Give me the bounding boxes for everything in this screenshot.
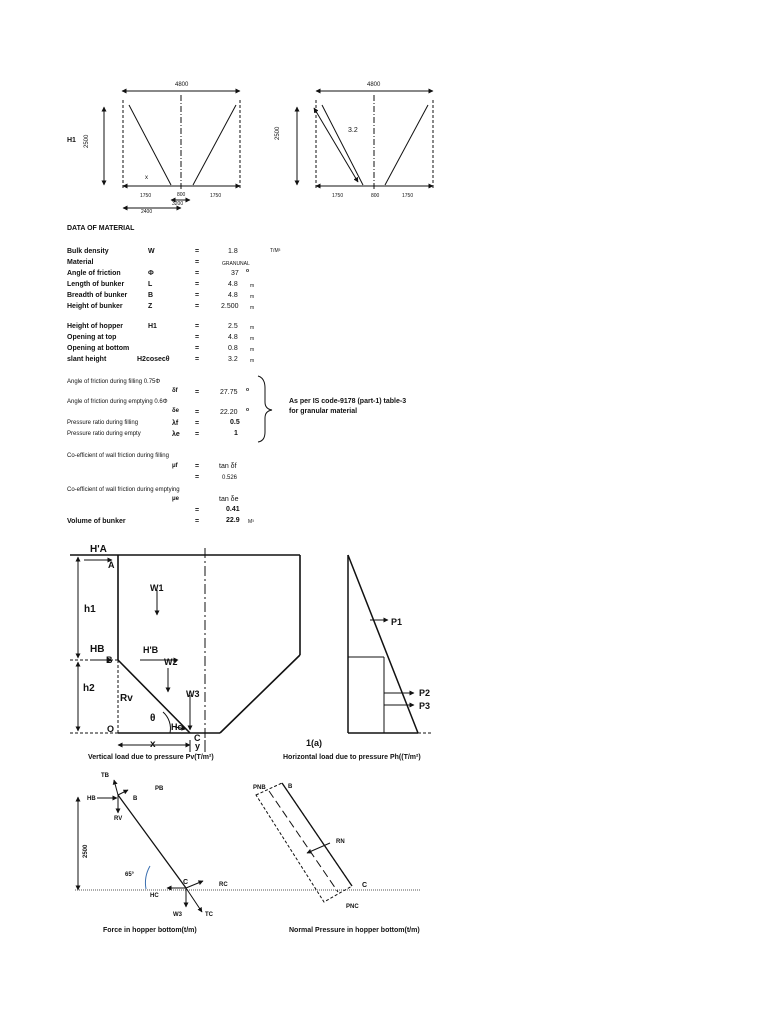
theta-label: θ <box>150 713 156 724</box>
wall-filling-equals-2: = <box>195 474 200 481</box>
filling-angle-unit: o <box>246 387 250 393</box>
vertical-load-caption: Vertical load due to pressure Pv(T/m²) <box>88 754 214 761</box>
row-value: 3.2 <box>228 356 238 363</box>
row-name: Angle of friction <box>67 270 121 277</box>
left-dim-2400: 2400 <box>141 209 153 215</box>
height-2500-label: 2500 <box>83 844 89 858</box>
c-normal-label: C <box>362 882 368 889</box>
rv-force-label: RV <box>114 816 123 822</box>
left-dim-3200: 3200 <box>172 201 184 207</box>
left-dim-800: 800 <box>177 192 186 198</box>
emptying-angle-label: Angle of friction during emptying 0.6Φ <box>67 399 168 405</box>
row-equals: = <box>195 248 200 255</box>
wall-filling-expr: tan δf <box>219 463 237 470</box>
wall-emptying-symbol: μe <box>172 496 180 502</box>
point-c-label: C <box>194 733 201 743</box>
pr-fill-symbol: λf <box>172 420 179 427</box>
row-symbol: Φ <box>148 270 154 277</box>
wall-filling-symbol: μf <box>172 463 178 469</box>
wall-emptying-equals: = <box>195 507 200 514</box>
row-symbol: L <box>148 281 153 288</box>
force-hopper-caption: Force in hopper bottom(t/m) <box>103 927 197 934</box>
row-equals: = <box>195 323 200 330</box>
right-dim-800: 800 <box>371 193 380 199</box>
y-dim-label: y <box>195 741 201 751</box>
row-name: Opening at top <box>67 334 117 341</box>
w3-label: W3 <box>186 689 200 699</box>
row-equals: = <box>195 259 200 266</box>
p2-label: P2 <box>419 688 431 698</box>
is-code-note-1: As per IS code-9178 (part-1) table-3 <box>289 398 407 405</box>
volume-label: Volume of bunker <box>67 518 126 525</box>
top-diagrams-svg <box>0 0 768 230</box>
left-dim-1750-b: 1750 <box>210 193 222 199</box>
hb-label: HB <box>90 644 105 655</box>
volume-value: 22.9 <box>226 517 240 524</box>
pr-fill-equals: = <box>195 420 200 427</box>
hb-force-label: HB <box>87 796 96 802</box>
wall-filling-value: 0.526 <box>222 475 238 481</box>
horizontal-load-caption: Horizontal load due to pressure Ph((T/m²) <box>283 754 421 761</box>
wall-filling-label: Co-efficient of wall friction during filling <box>67 453 169 459</box>
volume-equals: = <box>195 518 200 525</box>
row-equals: = <box>195 345 200 352</box>
emptying-angle-unit: o <box>246 407 250 413</box>
p1-label: P1 <box>391 617 403 627</box>
wall-emptying-value: 0.41 <box>226 506 240 513</box>
left-height-label: 2500 <box>84 134 90 148</box>
ha-label: H'A <box>90 544 107 555</box>
normal-pressure-caption: Normal Pressure in hopper bottom(t/m) <box>289 927 420 934</box>
row-symbol: B <box>148 292 154 299</box>
emptying-angle-equals: = <box>195 409 200 416</box>
row-value: 1.8 <box>228 248 238 255</box>
pnc-label: PNC <box>346 904 359 910</box>
left-hopper-diagram <box>104 91 240 208</box>
wall-emptying-label: Co-efficient of wall friction during emptying <box>67 487 180 493</box>
row-name: Opening at bottom <box>67 345 130 352</box>
p3-label: P3 <box>419 701 431 711</box>
pr-fill-label: Pressure ratio during filling <box>67 420 139 426</box>
row-symbol: H1 <box>148 323 157 330</box>
x-dim-label: x <box>150 739 156 750</box>
right-hopper-diagram <box>297 91 433 190</box>
fig-1a-label: 1(a) <box>306 738 323 748</box>
row-unit: m <box>250 325 255 331</box>
row-equals: = <box>195 270 200 277</box>
rv-label: Rv <box>120 693 133 704</box>
slant-label: 3.2 <box>348 127 358 134</box>
h1-dim-label: h1 <box>84 604 96 615</box>
wall-filling-equals: = <box>195 463 200 470</box>
filling-angle-symbol: δf <box>172 388 178 394</box>
row-symbol: H2cosecθ <box>137 356 170 363</box>
row-value: GRANUNAL <box>222 261 250 267</box>
h1-label: H1 <box>67 137 76 144</box>
row-unit: m <box>250 283 255 289</box>
row-unit: m <box>250 336 255 342</box>
row-symbol: Z <box>148 303 153 310</box>
right-height-label: 2500 <box>275 126 281 140</box>
row-value: 4.8 <box>228 292 238 299</box>
hb-prime-label: H'B <box>143 645 159 655</box>
material-heading: DATA OF MATERIAL <box>67 225 135 232</box>
filling-angle-label: Angle of friction during filling 0.75Φ <box>67 379 161 385</box>
b-force-label: B <box>133 796 138 802</box>
pnb-label: PNB <box>253 785 266 791</box>
right-width-label: 4800 <box>367 82 381 88</box>
rc-label: RC <box>219 882 228 888</box>
tb-label: TB <box>101 773 109 779</box>
emptying-angle-symbol: δe <box>172 408 179 414</box>
is-code-note-2: for granular material <box>289 408 358 415</box>
point-a-label: A <box>108 560 115 570</box>
wall-emptying-expr: tan δe <box>219 496 239 503</box>
row-equals: = <box>195 303 200 310</box>
emptying-angle-value: 22.20 <box>220 409 238 416</box>
c-force-label: C <box>183 879 189 886</box>
row-symbol: W <box>148 248 155 255</box>
row-name: Bulk density <box>67 248 109 255</box>
row-value: 4.8 <box>228 334 238 341</box>
row-name: Material <box>67 259 94 266</box>
pr-fill-value: 0.5 <box>230 419 240 426</box>
left-dim-1750-a: 1750 <box>140 193 152 199</box>
right-dim-1750-a: 1750 <box>332 193 344 199</box>
row-equals: = <box>195 334 200 341</box>
w1-label: W1 <box>150 583 164 593</box>
row-unit: T/M³ <box>270 248 281 254</box>
pr-empty-label: Pressure ratio during empty <box>67 431 141 437</box>
point-o-label: O <box>107 724 115 734</box>
h2-dim-label: h2 <box>83 683 95 694</box>
row-name: Breadth of bunker <box>67 292 128 299</box>
row-name: Length of bunker <box>67 281 125 288</box>
pr-empty-symbol: λe <box>172 431 180 438</box>
hc-label: Hc <box>171 722 183 732</box>
filling-angle-value: 27.75 <box>220 389 238 396</box>
row-equals: = <box>195 356 200 363</box>
left-width-label: 4800 <box>175 82 189 88</box>
w2-label: W2 <box>164 657 178 667</box>
row-value: 0.8 <box>228 345 238 352</box>
w3-force-label: W3 <box>173 912 182 918</box>
row-unit: m <box>250 294 255 300</box>
tc-label: TC <box>205 912 213 918</box>
row-unit: m <box>250 347 255 353</box>
pr-empty-value: 1 <box>234 430 238 437</box>
row-value: 2.500 <box>221 303 239 310</box>
row-unit: m <box>250 305 255 311</box>
row-unit: m <box>250 358 255 364</box>
hopper-right-slope <box>220 655 300 733</box>
row-equals: = <box>195 292 200 299</box>
pb-label: PB <box>155 786 164 792</box>
right-dim-1750-b: 1750 <box>402 193 414 199</box>
pr-empty-equals: = <box>195 431 200 438</box>
row-name: Height of bunker <box>67 303 123 310</box>
point-b-label: B <box>106 655 113 665</box>
volume-unit: M³ <box>248 519 254 525</box>
row-name: slant height <box>67 356 107 363</box>
b-normal-label: B <box>288 784 293 790</box>
row-equals: = <box>195 281 200 288</box>
row-value: 2.5 <box>228 323 238 330</box>
x-label: x <box>145 175 148 181</box>
row-value: 37 <box>231 270 239 277</box>
filling-angle-equals: = <box>195 389 200 396</box>
row-name: Height of hopper <box>67 323 123 330</box>
hc-force-label: HC <box>150 893 159 899</box>
rn-label: RN <box>336 839 345 845</box>
row-unit: o <box>246 268 250 274</box>
row-value: 4.8 <box>228 281 238 288</box>
angle-65-label: 65° <box>125 872 135 878</box>
